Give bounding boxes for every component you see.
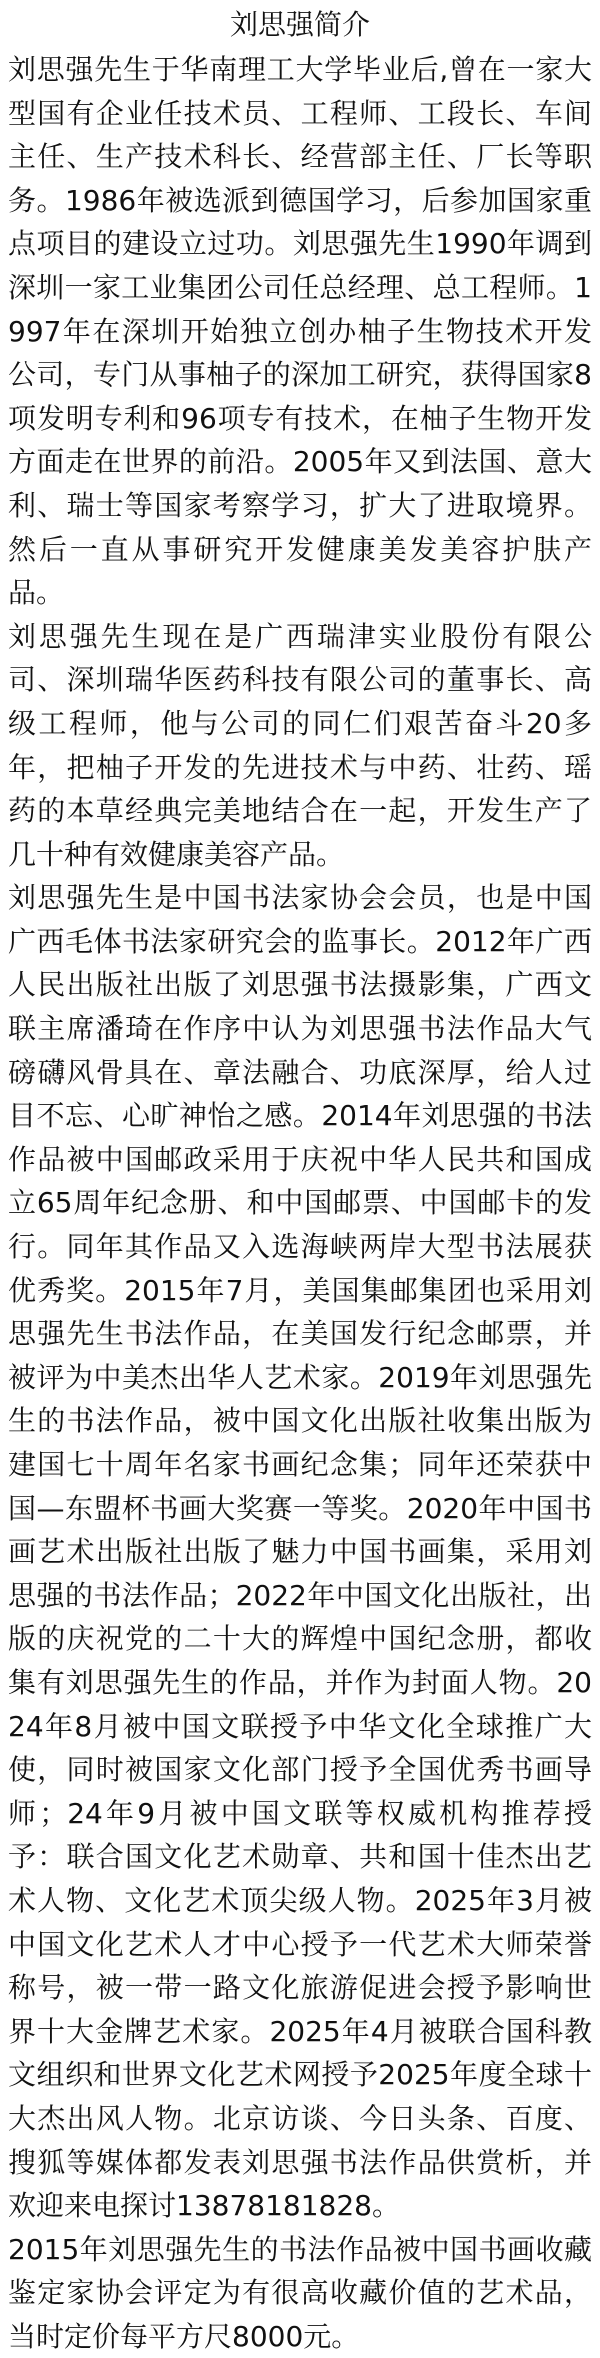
paragraph-education-career: 刘思强先生于华南理工大学毕业后,曾在一家大型国有企业任技术员、工程师、工段长、车间主任、生产技术科长、经营部主任、厂长等职务。1986年被选派到德国学习，后参加国家重点项目的建设立过功。刘思强先生1990年调到深圳一家工业集团公司任总经理、总工程师。1997年在深圳开始独立创办柚子生物技术开发公司，专门从事柚子的深加工研究，获得国家8项发明专利和96项专有技术，在柚子生物开发方面走在世界的前沿。2005年又到法国、意大利、瑞士等国家考察学习，扩大了进取境界。然后一直从事研究开发健康美发美容护肤产品。 bbox=[8, 53, 592, 610]
paragraph-calligraphy-honors: 刘思强先生是中国书法家协会会员，也是中国广西毛体书法家研究会的监事长。2012年广西人民出版社出版了刘思强书法摄影集，广西文联主席潘琦在作序中认为刘思强书法作品大气磅礴风骨具在、章法融合、功底深厚，给人过目不忘、心旷神怡之感。2014年刘思强的书法作品被中国邮政采用于庆祝中华人民共和国成立65周年纪念册、和中国邮票、中国邮卡的发行。同年其作品又入选海峡两岸大型书法展获优秀奖。2015年7月，美国集邮集团也采用刘思强先生书法作品，在美国发行纪念邮票，并被评为中美杰出华人艺术家。2019年刘思强先生的书法作品，被中国文化出版社收集出版为建国七十周年名家书画纪念集；同年还荣获中国—东盟杯书画大奖赛一等奖。2020年中国书画艺术出版社出版了魅力中国书画集，采用刘思强的书法作品；2022年中国文化出版社，出版的庆祝党的二十大的辉煌中国纪念册，都收集有刘思强先生的作品，并作为封面人物。2024年8月被中国文联授予中华文化全球推广大使，同时被国家文化部门授予全国优秀书画导师；24年9月被中国文联等权威机构推荐授予：联合国文化艺术勋章、共和国十佳杰出艺术人物、文化艺术顶尖级人物。2025年3月被中国文化艺术人才中心授予一代艺术大师荣誉称号，被一带一路文化旅游促进会授予影响世界十大金牌艺术家。2025年4月被联合国科教文组织和世界文化艺术网授予2025年度全球十大杰出风人物。北京访谈、今日头条、百度、搜狐等媒体都发表刘思强书法作品供赏析，并欢迎来电探讨13878181828。 bbox=[8, 881, 592, 2223]
paragraph-company-role: 刘思强先生现在是广西瑞津实业股份有限公司、深圳瑞华医药科技有限公司的董事长、高级工程师，他与公司的同仁们艰苦奋斗20多年，把柚子开发的先进技术与中药、壮药、瑶药的本草经典完美地结合在一起，开发生产了几十种有效健康美容产品。 bbox=[8, 619, 592, 871]
paragraph-collection-valuation: 2015年刘思强先生的书法作品被中国书画收藏鉴定家协会评定为有很高收藏价值的艺术品，当时定价每平方尺8000元。 bbox=[8, 2232, 592, 2353]
document-title: 刘思强简介 bbox=[229, 8, 370, 41]
